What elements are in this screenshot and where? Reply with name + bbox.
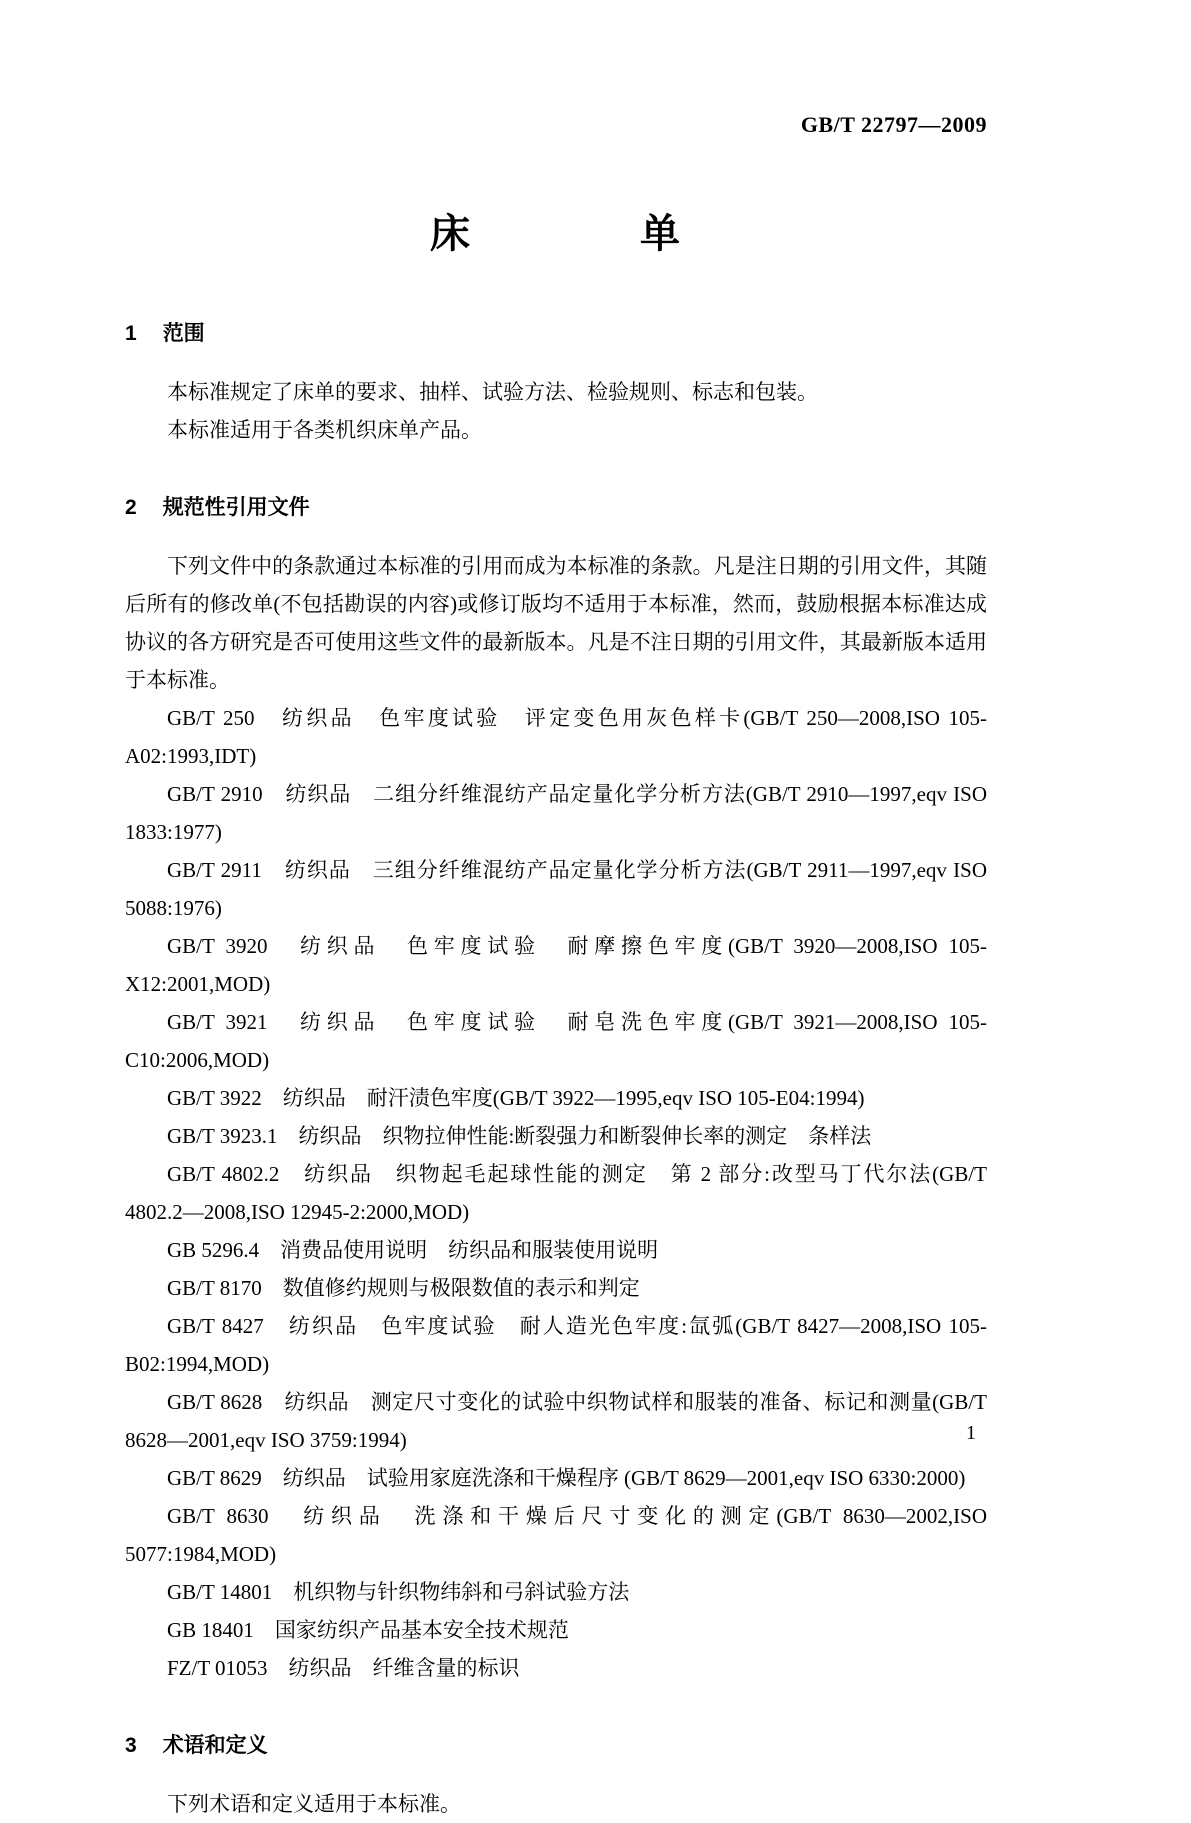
reference-item: GB/T 8170 数值修约规则与极限数值的表示和判定: [167, 1276, 640, 1300]
reference-item: GB/T 3922 纺织品 耐汗渍色牢度(GB/T 3922—1995,eqv ISO 105-E04:1994): [167, 1086, 865, 1110]
reference-item: GB/T 3921 纺织品 色牢度试验 耐皂洗色牢度(GB/T 3921—2008,ISO 105-C10:2006,MOD): [125, 1010, 987, 1072]
section-heading: [125, 1729, 987, 1759]
reference-item: GB/T 8628 纺织品 测定尺寸变化的试验中织物试样和服装的准备、标记和测量(GB/T 8628—2001,eqv ISO 3759:1994): [125, 1390, 987, 1452]
paragraph: 下列术语和定义适用于本标准。: [167, 1792, 461, 1816]
reference-item: GB/T 250 纺织品 色牢度试验 评定变色用灰色样卡(GB/T 250—2008,ISO 105-A02:1993,IDT): [125, 706, 987, 768]
standard-number: GB/T 22797—2009: [800, 112, 987, 137]
page-content: [125, 0, 987, 1823]
reference-item: GB/T 3920 纺织品 色牢度试验 耐摩擦色牢度(GB/T 3920—2008,ISO 105-X12:2001,MOD): [125, 934, 987, 996]
reference-item: GB/T 3923.1 纺织品 织物拉伸性能:断裂强力和断裂伸长率的测定 条样法: [167, 1124, 872, 1148]
document-title: 床 单: [430, 212, 682, 256]
section-title: 规范性引用文件: [162, 496, 310, 519]
reference-item: GB 18401 国家纺织产品基本安全技术规范: [167, 1618, 569, 1642]
reference-item: GB/T 2911 纺织品 三组分纤维混纺产品定量化学分析方法(GB/T 2911—1997,eqv ISO 5088:1976): [125, 858, 987, 920]
section-normative-references: [125, 491, 987, 1687]
page-number: 1: [966, 1422, 976, 1444]
paragraph: 下列文件中的条款通过本标准的引用而成为本标准的条款。凡是注日期的引用文件，其随后所有的修改单(不包括勘误的内容)或修订版均不适用于本标准，然而，鼓励根据本标准达成协议的各方研究是否可使用这些文件的最新版本。凡是不注日期的引用文件，其最新版本适用于本标准。: [125, 554, 987, 692]
paragraph: 本标准适用于各类机织床单产品。: [167, 418, 482, 442]
section-number: 1: [125, 322, 137, 345]
section-scope: [125, 317, 987, 449]
section-number: 2: [125, 496, 137, 519]
reference-item: GB/T 8630 纺织品 洗涤和干燥后尺寸变化的测定(GB/T 8630—2002,ISO 5077:1984,MOD): [125, 1504, 987, 1566]
section-number: 3: [125, 1734, 137, 1757]
reference-item: GB/T 8427 纺织品 色牢度试验 耐人造光色牢度:氙弧(GB/T 8427—2008,ISO 105-B02:1994,MOD): [125, 1314, 987, 1376]
reference-item: GB/T 2910 纺织品 二组分纤维混纺产品定量化学分析方法(GB/T 2910—1997,eqv ISO 1833:1977): [125, 782, 987, 844]
reference-item: GB 5296.4 消费品使用说明 纺织品和服装使用说明: [167, 1238, 659, 1262]
reference-item: GB/T 8629 纺织品 试验用家庭洗涤和干燥程序 (GB/T 8629—2001,eqv ISO 6330:2000): [167, 1466, 966, 1490]
paragraph: 本标准规定了床单的要求、抽样、试验方法、检验规则、标志和包装。: [167, 380, 818, 404]
reference-item: GB/T 14801 机织物与针织物纬斜和弓斜试验方法: [167, 1580, 630, 1604]
section-title: 术语和定义: [162, 1734, 268, 1757]
reference-item: FZ/T 01053 纺织品 纤维含量的标识: [167, 1656, 520, 1680]
section-heading: [125, 317, 987, 347]
section-heading: [125, 491, 987, 521]
section-terms-definitions: [125, 1729, 987, 1823]
section-title: 范围: [162, 322, 205, 345]
reference-item: GB/T 4802.2 纺织品 织物起毛起球性能的测定 第 2 部分:改型马丁代尔法(GB/T 4802.2—2008,ISO 12945-2:2000,MOD): [125, 1162, 987, 1224]
